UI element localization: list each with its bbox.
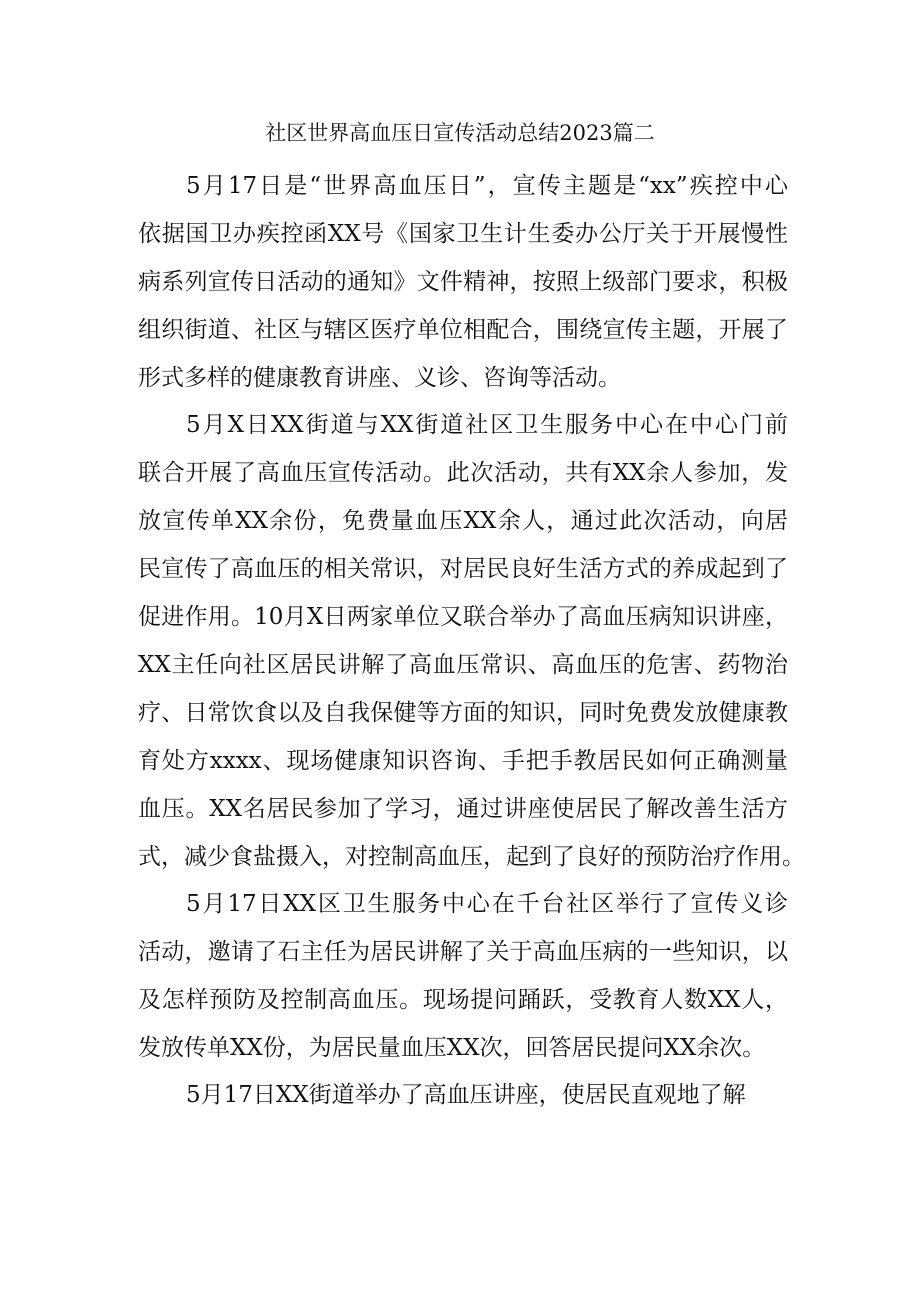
paragraph-line: 5月X日XX街道与XX街道社区卫生服务中心在中心门前: [186, 412, 788, 438]
paragraph-line: 5月17日是“世界高血压日”，宣传主题是“xx”疾控中心: [186, 173, 788, 199]
paragraph-line: 病系列宣传日活动的通知》文件精神，按照上级部门要求，积极: [138, 269, 788, 295]
paragraph-line: 组织街道、社区与辖区医疗单位相配合，围绕宣传主题，开展了: [138, 317, 788, 343]
paragraph-line: 民宣传了高血压的相关常识，对居民良好生活方式的养成起到了: [138, 556, 788, 582]
paragraph-line: 育处方xxxx、现场健康知识咨询、手把手教居民如何正确测量: [138, 748, 788, 774]
paragraph-line: 依据国卫办疾控函XX号《国家卫生计生委办公厅关于开展慢性: [138, 221, 788, 247]
paragraph-line: 活动，邀请了石主任为居民讲解了关于高血压病的一些知识，以: [138, 939, 788, 965]
paragraph-line: 5月17日XX街道举办了高血压讲座，使居民直观地了解: [186, 1082, 746, 1108]
paragraph-line: 形式多样的健康教育讲座、义诊、咨询等活动。: [138, 365, 621, 391]
paragraph-line: 促进作用。10月X日两家单位又联合举办了高血压病知识讲座，: [138, 604, 788, 630]
paragraph-3: [138, 880, 788, 1072]
paragraph-2: [138, 401, 805, 881]
paragraph-line: 血压。XX名居民参加了学习，通过讲座使居民了解改善生活方: [138, 796, 788, 822]
paragraph-line: 发放传单XX份，为居民量血压XX次，回答居民提问XX余次。: [138, 1035, 766, 1061]
paragraph-line: 5月17日XX区卫生服务中心在千台社区举行了宣传义诊: [186, 891, 788, 917]
paragraph-line: 联合开展了高血压宣传活动。此次活动，共有XX余人参加，发: [138, 460, 788, 486]
paragraph-4: [138, 1071, 788, 1119]
paragraph-1: [138, 162, 788, 402]
paragraph-line: XX主任向社区居民讲解了高血压常识、高血压的危害、药物治: [138, 652, 788, 678]
paragraph-line: 疗、日常饮食以及自我保健等方面的知识，同时免费发放健康教: [138, 700, 788, 726]
paragraph-line: 及怎样预防及控制高血压。现场提问踊跃，受教育人数XX人，: [138, 987, 788, 1013]
paragraph-line: 式，减少食盐摄入，对控制高血压，起到了良好的预防治疗作用。: [138, 844, 805, 870]
paragraph-line: 放宣传单XX余份，免费量血压XX余人，通过此次活动，向居: [138, 508, 788, 534]
document-title: 社区世界高血压日宣传活动总结2023篇二: [265, 121, 655, 145]
